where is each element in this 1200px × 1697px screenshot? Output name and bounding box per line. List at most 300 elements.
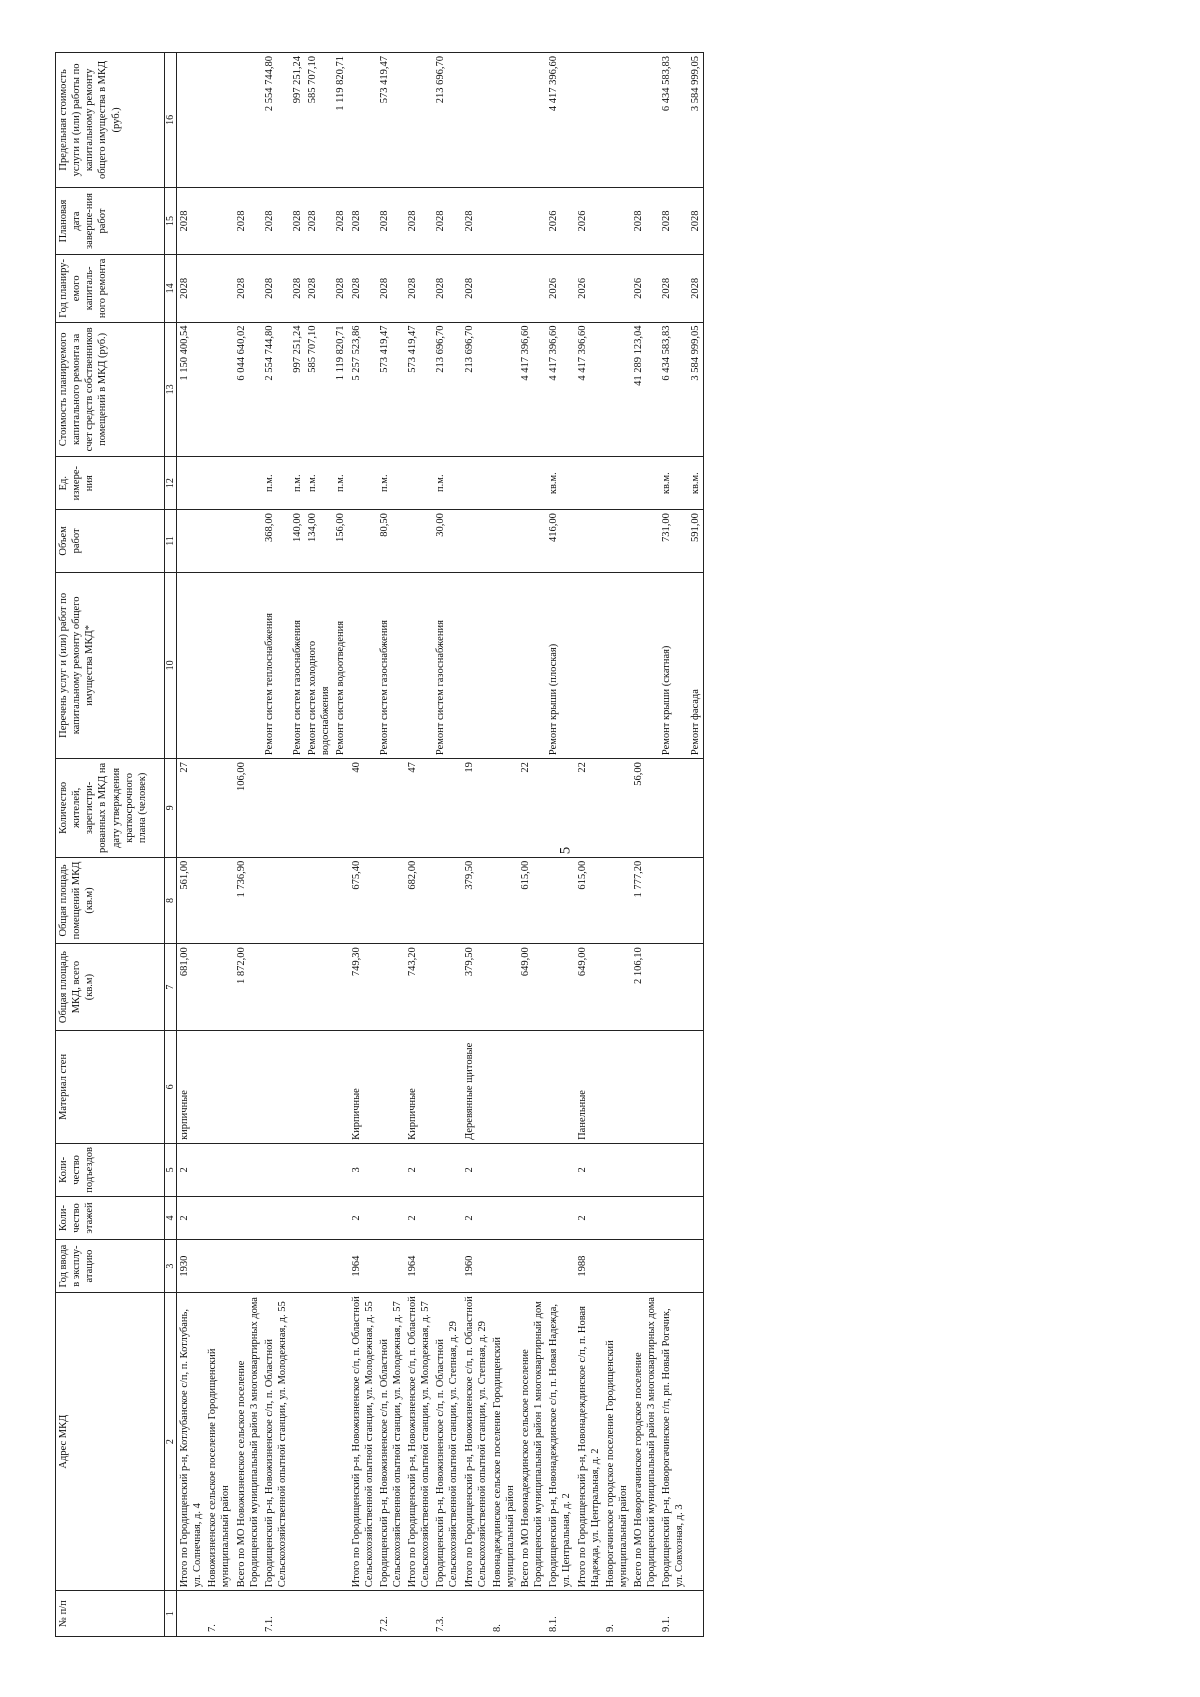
table-cell: 6 044 640,02 <box>234 322 262 457</box>
table-cell: 4 417 396,60 <box>518 322 546 457</box>
table-cell: 2028 <box>377 255 405 322</box>
table-cell: 40 <box>349 759 377 858</box>
column-number-6: 6 <box>165 1030 177 1143</box>
table-cell: 27 <box>177 759 206 858</box>
table-cell <box>575 1591 603 1637</box>
table-cell <box>546 1030 574 1143</box>
column-header-7: Общая площадь МКД, всего (кв.м) <box>56 944 165 1031</box>
table-cell <box>603 759 631 858</box>
table-cell: Городищенский р-н, Новонадеждинское с/п, п. Новая Надежда, ул. Центральная, д. 2 <box>546 1293 574 1591</box>
table-cell: 2 554 744,80 <box>262 53 290 188</box>
table-body <box>177 53 704 1637</box>
table-cell <box>290 1240 305 1293</box>
capital-repair-table <box>55 52 704 1637</box>
table-cell <box>546 944 574 1031</box>
table-cell <box>377 1030 405 1143</box>
table-cell <box>205 510 233 573</box>
table-cell <box>333 1591 348 1637</box>
table-cell <box>290 1591 305 1637</box>
table-cell <box>462 572 490 758</box>
table-cell: 675,40 <box>349 857 377 944</box>
table-cell <box>490 1143 518 1196</box>
table-cell: 2028 <box>290 187 305 254</box>
table-cell <box>490 857 518 944</box>
table-cell <box>659 857 687 944</box>
header-row <box>56 53 165 1637</box>
table-cell <box>603 1143 631 1196</box>
table-cell <box>205 572 233 758</box>
column-number-3: 3 <box>165 1240 177 1293</box>
table-cell <box>490 944 518 1031</box>
table-cell <box>205 1240 233 1293</box>
table-cell: Ремонт крыши (плоская) <box>546 572 574 758</box>
column-number-9: 9 <box>165 759 177 858</box>
table-cell <box>290 1196 305 1239</box>
table-cell <box>603 322 631 457</box>
table-cell: 7.2. <box>377 1591 405 1637</box>
table-cell <box>433 857 461 944</box>
table-cell <box>490 187 518 254</box>
table-cell: Деревянные щитовые <box>462 1030 490 1143</box>
table-cell <box>305 1143 333 1196</box>
table-cell <box>234 1143 262 1196</box>
table-cell: Итого по Городищенский р-н, Новожизненское с/п, п. Областной Сельскохозяйственной опытной станции, ул. Молодежная, д. 57 <box>405 1293 433 1591</box>
table-cell <box>462 457 490 510</box>
table-cell <box>659 1143 687 1196</box>
table-cell <box>433 1240 461 1293</box>
column-header-3: Год ввода в эксплу-атацию <box>56 1240 165 1293</box>
table-cell: п.м. <box>333 457 348 510</box>
table-cell: 561,00 <box>177 857 206 944</box>
table-cell <box>234 53 262 188</box>
table-cell: 7. <box>205 1591 233 1637</box>
table-row <box>490 53 518 1637</box>
table-cell: 4 417 396,60 <box>546 53 574 188</box>
table-cell <box>603 1030 631 1143</box>
table-cell: 649,00 <box>575 944 603 1031</box>
column-header-6: Материал стен <box>56 1030 165 1143</box>
table-cell: Панельные <box>575 1030 603 1143</box>
table-cell: Всего по МО Новожизненское сельское поселение Городищенский муниципальный район 3 многоквартирных дома <box>234 1293 262 1591</box>
table-cell: 591,00 <box>688 510 704 573</box>
table-cell: п.м. <box>262 457 290 510</box>
table-cell <box>205 53 233 188</box>
table-cell <box>333 857 348 944</box>
table-cell <box>234 1030 262 1143</box>
table-cell: 379,50 <box>462 944 490 1031</box>
table-cell <box>546 857 574 944</box>
table-cell: п.м. <box>433 457 461 510</box>
table-cell: Новожизненское сельское поселение Городищенский муниципальный район <box>205 1293 233 1591</box>
table-row <box>518 53 546 1637</box>
table-cell: 2026 <box>575 187 603 254</box>
table-cell <box>405 572 433 758</box>
table-cell <box>631 457 659 510</box>
table-cell <box>177 457 206 510</box>
table-cell: Городищенский р-н, Новорогачинское г/п, рп. Новый Рогачик, ул. Совхозная, д. 3 <box>659 1293 687 1591</box>
table-cell: 2 <box>575 1196 603 1239</box>
table-cell <box>333 759 348 858</box>
table-cell <box>205 1143 233 1196</box>
table-cell <box>518 1591 546 1637</box>
table-cell <box>262 1196 290 1239</box>
table-cell <box>290 944 305 1031</box>
table-cell <box>290 1293 305 1591</box>
table-cell <box>262 944 290 1031</box>
table-cell: 997 251,24 <box>290 53 305 188</box>
table-cell: 1 872,00 <box>234 944 262 1031</box>
table-cell <box>205 944 233 1031</box>
table-cell <box>490 53 518 188</box>
table-cell: 1 150 400,54 <box>177 322 206 457</box>
table-cell <box>349 510 377 573</box>
table-cell: кв.м. <box>659 457 687 510</box>
table-cell: 2028 <box>262 187 290 254</box>
table-cell: 6 434 583,83 <box>659 322 687 457</box>
table-cell <box>377 944 405 1031</box>
table-cell: 2028 <box>659 187 687 254</box>
table-cell <box>177 53 206 188</box>
table-cell <box>262 759 290 858</box>
table-cell <box>177 572 206 758</box>
column-number-15: 15 <box>165 187 177 254</box>
table-cell <box>462 1591 490 1637</box>
table-cell <box>603 53 631 188</box>
table-cell: 2026 <box>546 255 574 322</box>
table-cell <box>405 1591 433 1637</box>
table-cell: 649,00 <box>518 944 546 1031</box>
table-cell: Ремонт систем холодного водоснабжения <box>305 572 333 758</box>
table-cell: п.м. <box>305 457 333 510</box>
column-number-8: 8 <box>165 857 177 944</box>
table-cell: кв.м. <box>688 457 704 510</box>
table-cell <box>234 1240 262 1293</box>
table-cell: 585 707,10 <box>305 322 333 457</box>
table-cell <box>377 759 405 858</box>
table-cell: 2028 <box>462 255 490 322</box>
table-cell <box>377 1143 405 1196</box>
table-cell: 2028 <box>290 255 305 322</box>
table-cell: Новорогачинское городское поселение Городищенский муниципальный район <box>603 1293 631 1591</box>
table-cell <box>659 944 687 1031</box>
table-cell <box>262 1030 290 1143</box>
table-cell <box>305 759 333 858</box>
column-header-8: Общая площадь помещений МКД (кв.м) <box>56 857 165 944</box>
table-cell <box>688 1196 704 1239</box>
table-cell: 156,00 <box>333 510 348 573</box>
table-row <box>603 53 631 1637</box>
table-cell: 2028 <box>688 187 704 254</box>
table-cell <box>349 572 377 758</box>
column-header-11: Объем работ <box>56 510 165 573</box>
table-cell <box>205 759 233 858</box>
table-cell <box>234 1591 262 1637</box>
table-cell <box>518 457 546 510</box>
table-cell: 2028 <box>349 187 377 254</box>
table-cell: 22 <box>575 759 603 858</box>
table-cell: Итого по Городищенский р-н, Новонадеждинское с/п, п. Новая Надежда, ул. Центральная, д. 2 <box>575 1293 603 1591</box>
table-cell <box>205 1196 233 1239</box>
table-cell <box>377 857 405 944</box>
table-cell: 2 554 744,80 <box>262 322 290 457</box>
table-cell <box>603 1196 631 1239</box>
table-cell: Ремонт систем газоснабжения <box>290 572 305 758</box>
table-cell: 3 <box>349 1143 377 1196</box>
table-row <box>546 53 574 1637</box>
table-cell: Всего по МО Новонадеждинское сельское поселение Городищенский муниципальный район 1 многоквартирный дом <box>518 1293 546 1591</box>
table-cell: 41 289 123,04 <box>631 322 659 457</box>
column-number-4: 4 <box>165 1196 177 1239</box>
table-cell: 2028 <box>659 255 687 322</box>
table-cell: 2026 <box>546 187 574 254</box>
table-cell <box>518 1030 546 1143</box>
table-cell <box>234 572 262 758</box>
table-cell <box>490 255 518 322</box>
table-cell <box>518 572 546 758</box>
table-cell: 379,50 <box>462 857 490 944</box>
table-cell <box>490 759 518 858</box>
table-cell: Ремонт систем водоотведения <box>333 572 348 758</box>
table-cell: Итого по Городищенский р-н, Новожизненское с/п, п. Областной Сельскохозяйственной опытной станции, ул. Молодежная, д. 55 <box>349 1293 377 1591</box>
table-cell: 22 <box>518 759 546 858</box>
table-cell: 1960 <box>462 1240 490 1293</box>
table-cell <box>603 457 631 510</box>
table-cell <box>349 53 377 188</box>
table-cell <box>405 510 433 573</box>
table-cell <box>433 1143 461 1196</box>
table-cell: Итого по Городищенский р-н, Новожизненское с/п, п. Областной Сельскохозяйственной опытной станции, ул. Степная, д. 29 <box>462 1293 490 1591</box>
table-cell: Кирпичные <box>349 1030 377 1143</box>
table-cell <box>688 944 704 1031</box>
table-cell <box>305 1240 333 1293</box>
table-cell <box>234 510 262 573</box>
table-row <box>688 53 704 1637</box>
table-cell: 213 696,70 <box>462 322 490 457</box>
column-header-16: Предельная стоимость услуги и (или) работы по капитальному ремонту общего имущества в МКД (руб.) <box>56 53 165 188</box>
table-cell <box>518 1143 546 1196</box>
table-cell: 1 119 820,71 <box>333 53 348 188</box>
table-cell <box>262 857 290 944</box>
table-cell: 8. <box>490 1591 518 1637</box>
table-cell <box>462 53 490 188</box>
column-header-2: Адрес МКД <box>56 1293 165 1591</box>
table-cell: 2 <box>349 1196 377 1239</box>
table-cell: кв.м. <box>546 457 574 510</box>
column-header-14: Год планиру-емого капиталь-ного ремонта <box>56 255 165 322</box>
table-row <box>177 53 206 1637</box>
table-cell: 1 777,20 <box>631 857 659 944</box>
table-cell: 615,00 <box>518 857 546 944</box>
table-cell: 3 584 999,05 <box>688 53 704 188</box>
table-cell: п.м. <box>377 457 405 510</box>
table-row <box>462 53 490 1637</box>
table-cell: 749,30 <box>349 944 377 1031</box>
table-row <box>631 53 659 1637</box>
table-cell <box>377 1240 405 1293</box>
table-cell: Кирпичные <box>405 1030 433 1143</box>
table-cell <box>433 759 461 858</box>
table-cell: 213 696,70 <box>433 322 461 457</box>
table-cell <box>518 1196 546 1239</box>
table-cell <box>205 187 233 254</box>
table-cell <box>518 53 546 188</box>
table-cell <box>546 1240 574 1293</box>
table-cell: 7.3. <box>433 1591 461 1637</box>
table-cell <box>177 1591 206 1637</box>
table-cell: 2028 <box>462 187 490 254</box>
table-cell: Городищенский р-н, Новожизненское с/п, п. Областной Сельскохозяйственной опытной станции, ул. Степная, д. 29 <box>433 1293 461 1591</box>
table-row <box>433 53 461 1637</box>
table-cell: 1 119 820,71 <box>333 322 348 457</box>
table-cell <box>377 1196 405 1239</box>
table-cell <box>205 255 233 322</box>
table-cell: 416,00 <box>546 510 574 573</box>
table-cell <box>688 1591 704 1637</box>
table-cell <box>631 510 659 573</box>
table-cell: 2028 <box>433 255 461 322</box>
table-cell: 2 <box>575 1143 603 1196</box>
table-cell: 573 419,47 <box>377 53 405 188</box>
table-cell <box>603 510 631 573</box>
table-cell <box>205 457 233 510</box>
table-cell: Всего по МО Новорогачинское городское поселение Городищенский муниципальный район 3 многоквартирных дома <box>631 1293 659 1591</box>
table-row <box>377 53 405 1637</box>
table-cell: 682,00 <box>405 857 433 944</box>
table-cell <box>518 187 546 254</box>
table-cell: 2028 <box>349 255 377 322</box>
table-cell: 2 106,10 <box>631 944 659 1031</box>
table-cell <box>659 1030 687 1143</box>
table-cell: 2026 <box>631 255 659 322</box>
table-cell <box>603 187 631 254</box>
table-cell: 2028 <box>177 187 206 254</box>
table-cell <box>603 572 631 758</box>
table-cell: 681,00 <box>177 944 206 1031</box>
table-row <box>305 53 333 1637</box>
table-cell <box>205 322 233 457</box>
table-cell: 2028 <box>305 187 333 254</box>
column-number-5: 5 <box>165 1143 177 1196</box>
column-number-row <box>165 53 177 1637</box>
column-header-15: Плановая дата заверше-ния работ <box>56 187 165 254</box>
table-cell <box>603 857 631 944</box>
table-cell <box>490 510 518 573</box>
table-cell <box>688 1143 704 1196</box>
table-cell <box>688 1030 704 1143</box>
table-cell: Ремонт крыши (скатная) <box>659 572 687 758</box>
table-cell: 1964 <box>349 1240 377 1293</box>
table-cell: кирпичные <box>177 1030 206 1143</box>
table-cell <box>305 1196 333 1239</box>
table-cell <box>205 857 233 944</box>
table-cell <box>290 857 305 944</box>
table-cell: 2028 <box>262 255 290 322</box>
table-cell <box>290 1143 305 1196</box>
column-number-13: 13 <box>165 322 177 457</box>
table-cell <box>688 857 704 944</box>
table-cell <box>490 1030 518 1143</box>
table-cell: 2 <box>177 1196 206 1239</box>
table-cell: 9. <box>603 1591 631 1637</box>
table-cell <box>631 53 659 188</box>
table-cell: 573 419,47 <box>405 322 433 457</box>
table-cell <box>262 1143 290 1196</box>
table-cell <box>631 1143 659 1196</box>
table-cell: 56,00 <box>631 759 659 858</box>
table-cell: Ремонт систем газоснабжения <box>433 572 461 758</box>
table-cell <box>290 1030 305 1143</box>
table-cell <box>603 1240 631 1293</box>
table-cell: 2028 <box>333 187 348 254</box>
table-cell: 1964 <box>405 1240 433 1293</box>
table-cell: 2 <box>405 1196 433 1239</box>
table-cell: 140,00 <box>290 510 305 573</box>
table-cell: Ремонт фасада <box>688 572 704 758</box>
table-cell <box>205 1030 233 1143</box>
table-cell <box>234 1196 262 1239</box>
table-cell <box>688 1240 704 1293</box>
table-cell <box>575 572 603 758</box>
table-cell <box>333 1240 348 1293</box>
table-cell <box>631 1196 659 1239</box>
table-cell: 80,50 <box>377 510 405 573</box>
table-cell: 2028 <box>405 255 433 322</box>
column-header-1: № п/п <box>56 1591 165 1637</box>
table-cell: 4 417 396,60 <box>575 322 603 457</box>
table-row <box>205 53 233 1637</box>
table-cell <box>349 457 377 510</box>
table-cell <box>575 53 603 188</box>
table-cell: 1 736,90 <box>234 857 262 944</box>
table-cell: 615,00 <box>575 857 603 944</box>
table-cell: 2 <box>462 1196 490 1239</box>
table-cell: 2028 <box>305 255 333 322</box>
table-cell <box>405 53 433 188</box>
table-cell <box>433 1196 461 1239</box>
table-cell: Итого по Городищенский р-н, Котлубанское с/п, п. Котлубань, ул. Солнечная, д. 4 <box>177 1293 206 1591</box>
table-cell <box>305 857 333 944</box>
table-cell <box>433 944 461 1031</box>
column-number-11: 11 <box>165 510 177 573</box>
table-cell: 2028 <box>631 187 659 254</box>
table-cell <box>688 1293 704 1591</box>
table-cell: 1988 <box>575 1240 603 1293</box>
table-cell: 2028 <box>333 255 348 322</box>
table-cell <box>305 1030 333 1143</box>
table-cell <box>490 322 518 457</box>
table-cell: 8.1. <box>546 1591 574 1637</box>
table-cell <box>333 1030 348 1143</box>
table-cell: п.м. <box>290 457 305 510</box>
table-cell <box>518 255 546 322</box>
table-cell <box>546 1143 574 1196</box>
table-cell: 3 584 999,05 <box>688 322 704 457</box>
table-cell: 9.1. <box>659 1591 687 1637</box>
table-cell: 106,00 <box>234 759 262 858</box>
column-number-1: 1 <box>165 1591 177 1637</box>
table-cell: 2028 <box>405 187 433 254</box>
table-cell: 2028 <box>177 255 206 322</box>
table-row <box>262 53 290 1637</box>
table-cell <box>575 510 603 573</box>
table-cell <box>177 510 206 573</box>
table-cell <box>659 1240 687 1293</box>
column-header-9: Количество жителей, зарегистри-рованных в МКД на дату утверждения краткосрочного плана (человек) <box>56 759 165 858</box>
table-cell: 7.1. <box>262 1591 290 1637</box>
table-cell <box>546 759 574 858</box>
table-cell <box>631 1591 659 1637</box>
table-cell <box>631 572 659 758</box>
